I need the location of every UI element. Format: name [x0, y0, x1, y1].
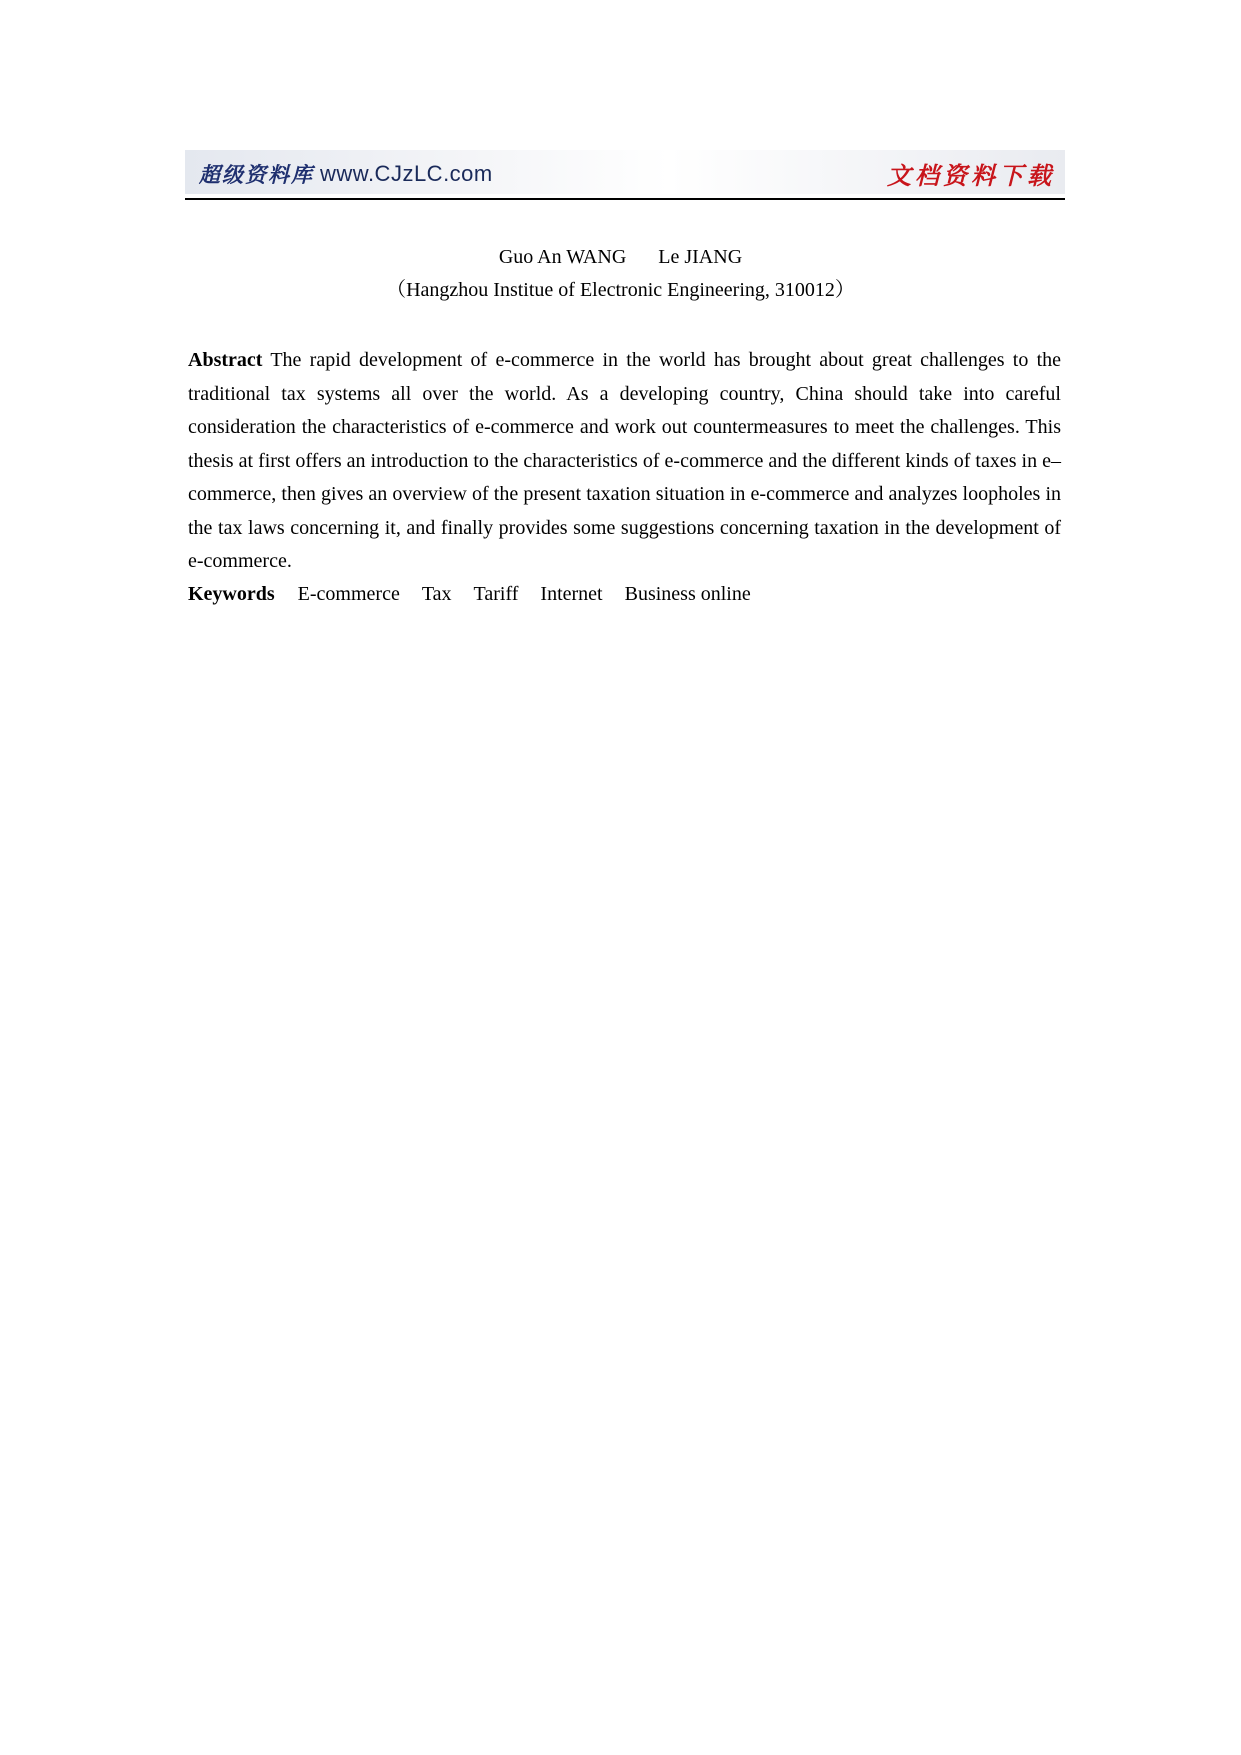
site-name-chinese: 超级资料库	[199, 163, 314, 187]
keywords-label: Keywords	[188, 583, 275, 605]
keyword: Internet	[540, 583, 603, 605]
keyword: E-commerce	[297, 583, 400, 605]
abstract-paragraph	[188, 344, 1061, 579]
abstract-label: Abstract	[188, 349, 263, 371]
author-name: Le JIANG	[658, 246, 743, 268]
keywords-line	[188, 578, 1061, 612]
keyword: Business online	[624, 583, 751, 605]
header-site-logo	[199, 159, 493, 189]
abstract-text: The rapid development of e-commerce in the world has brought about great challenges to the traditional tax systems all over the world. As a developing country, China should take into careful consideration the characteristics of e-commerce and work out countermeasures to meet the challenges. This thesis at first offers an introduction to the characteristics of e-commerce and the different kinds of taxes in e–commerce, then gives an overview of the present taxation situation in e-commerce and analyzes loopholes in the tax laws concerning it, and finally provides some suggestions concerning taxation in the development of e-commerce.	[188, 349, 1062, 572]
site-url: www.CJzLC.com	[320, 161, 493, 186]
keyword: Tariff	[473, 583, 519, 605]
header-download-text: 文档资料下载	[887, 161, 1055, 190]
author-line	[0, 245, 1241, 269]
keyword: Tax	[421, 583, 452, 605]
author-affiliation: （Hangzhou Institue of Electronic Engineering, 310012）	[386, 279, 855, 301]
header-divider	[185, 198, 1065, 200]
page-header-banner	[185, 150, 1065, 200]
author-name: Guo An WANG	[498, 246, 627, 268]
